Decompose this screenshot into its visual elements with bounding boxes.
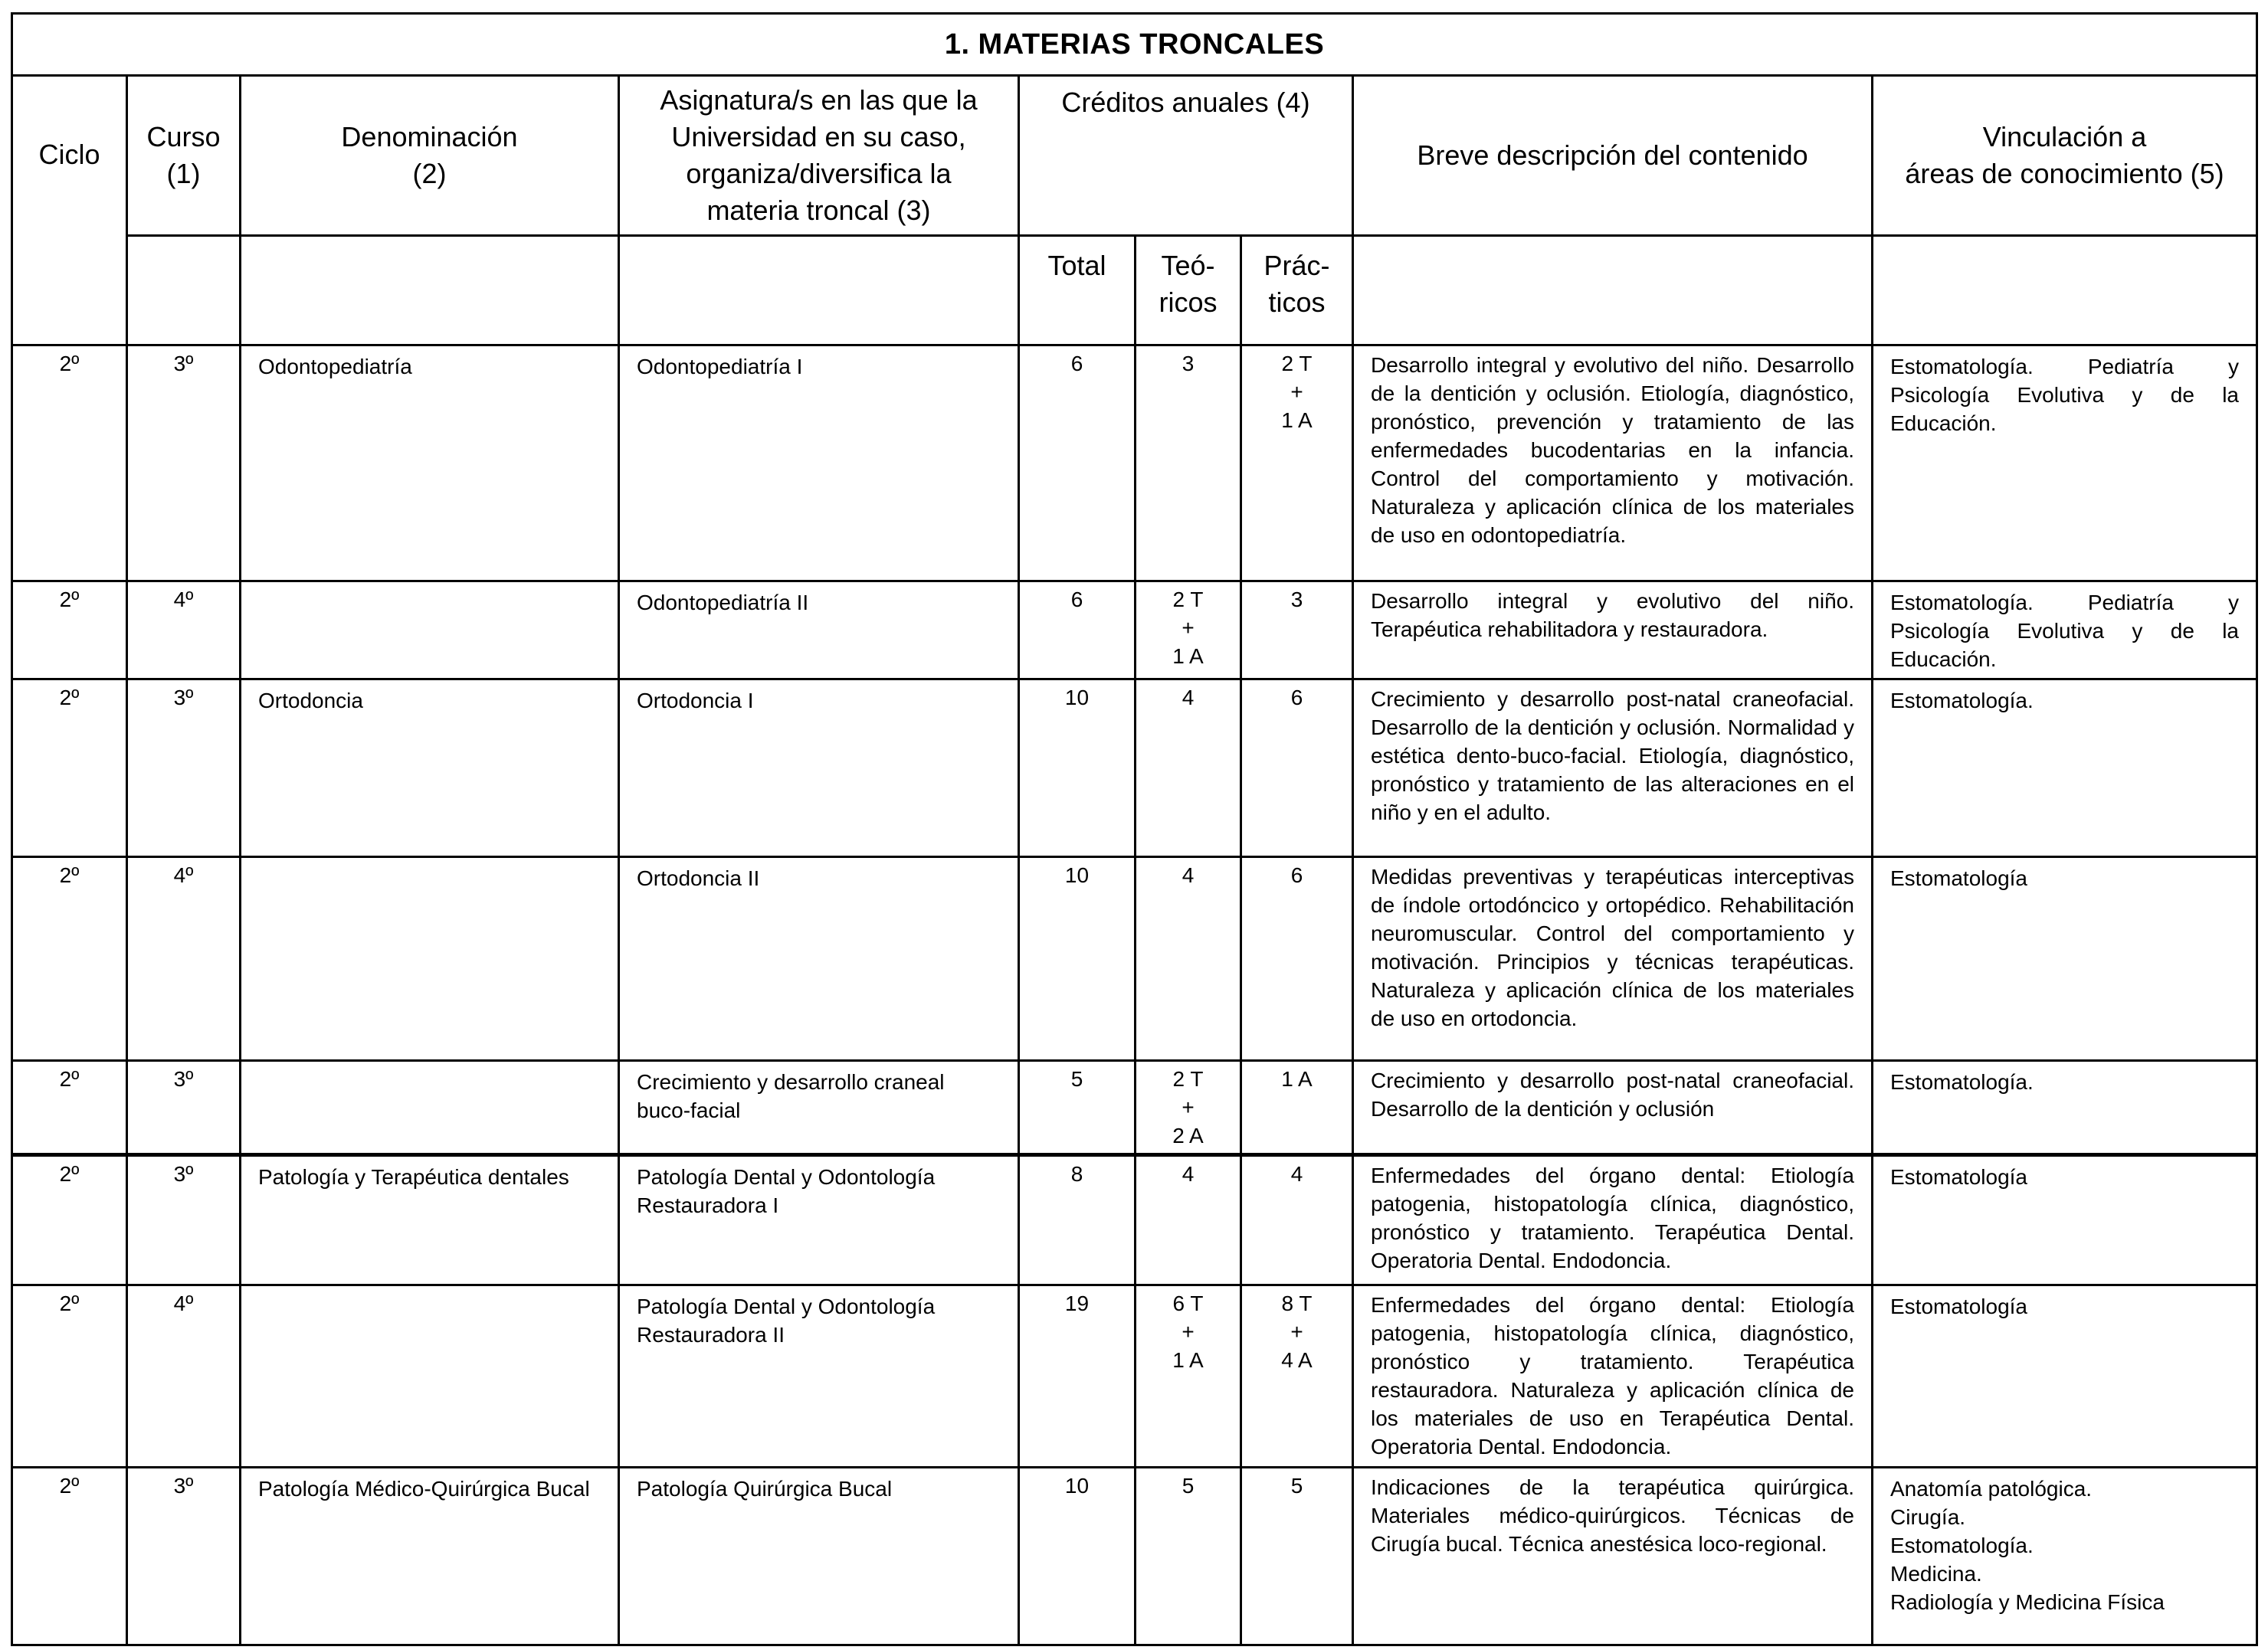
descripcion-cell: Desarrollo integral y evolutivo del niño. Terapéutica rehabilitadora y restauradora. [1353,581,1873,679]
practicos-cell-line: 4 [1290,1162,1303,1186]
practicos-cell-line: 6 [1290,686,1303,709]
total-cell: 5 [1019,1061,1136,1155]
practicos-cell [1241,857,1353,1061]
practicos-cell-line: 2 T [1281,352,1313,375]
header-curso: Curso (1) [127,76,241,236]
denominacion-cell: Patología Médico-Quirúrgica Bucal [241,1468,619,1645]
header-creditos: Créditos anuales (4) [1019,76,1353,236]
practicos-cell [1241,1155,1353,1285]
teoricos-cell-line: + [1182,616,1195,640]
teoricos-cell-line: + [1182,1095,1195,1119]
denominacion-cell [241,1285,619,1468]
teoricos-cell-line: 2 T [1172,588,1204,611]
materias-troncales-sheet [11,12,2256,1646]
teoricos-cell [1136,345,1241,581]
table-row [12,1155,2257,1285]
table-row [12,1285,2257,1468]
curso-cell: 3º [127,1155,241,1285]
practicos-cell-line: 5 [1290,1474,1303,1498]
practicos-cell-line: 8 T [1281,1292,1313,1315]
total-cell: 6 [1019,581,1136,679]
subheader-vinculacion-blank [1873,236,2257,345]
practicos-cell-line: + [1290,380,1303,404]
denominacion-cell: Patología y Terapéutica dentales [241,1155,619,1285]
teoricos-cell [1136,1061,1241,1155]
practicos-cell-line: 1 A [1281,1067,1313,1091]
table-body [12,345,2257,1645]
total-cell: 10 [1019,1468,1136,1645]
curso-cell: 3º [127,679,241,857]
vinculacion-cell-line: Estomatología [1890,1295,2027,1318]
asignatura-cell: Crecimiento y desarrollo craneal buco-facial [619,1061,1019,1155]
practicos-cell-line: 4 A [1281,1348,1313,1372]
curso-cell: 3º [127,1061,241,1155]
vinculacion-cell [1873,1285,2257,1468]
asignatura-cell: Ortodoncia II [619,857,1019,1061]
practicos-cell-line: 6 [1290,863,1303,887]
denominacion-cell: Odontopediatría [241,345,619,581]
vinculacion-cell [1873,345,2257,581]
vinculacion-cell-line: Estomatología. Pediatría y Psicología Evolutiva y de la Educación. [1890,591,2239,671]
vinculacion-cell [1873,679,2257,857]
descripcion-cell: Enfermedades del órgano dental: Etiología patogenia, histopatología clínica, diagnóstico, pronóstico y tratamiento. Terapéutica Dental. Operatoria Dental. Endodoncia. [1353,1155,1873,1285]
total-cell: 8 [1019,1155,1136,1285]
practicos-cell [1241,679,1353,857]
teoricos-cell [1136,1468,1241,1645]
practicos-cell [1241,1468,1353,1645]
teoricos-cell [1136,857,1241,1061]
table-title: 1. MATERIAS TRONCALES [12,14,2257,76]
subheader-descripcion-blank [1353,236,1873,345]
table-row [12,345,2257,581]
vinculacion-cell-line: Estomatología. [1890,1070,2034,1094]
vinculacion-cell [1873,1468,2257,1645]
descripcion-cell: Desarrollo integral y evolutivo del niño. Desarrollo de la dentición y oclusión. Etiología, diagnóstico, pronóstico, prevención y tratamiento de las enfermedades bucodentarias en la infancia. Control del comportamiento y motivación. Naturaleza y aplicación clínica de los materiales de uso en odontopediatría. [1353,345,1873,581]
vinculacion-cell [1873,1155,2257,1285]
subheader-curso-blank [127,236,241,345]
vinculacion-cell-line: Medicina. [1890,1562,1982,1586]
header-ciclo: Ciclo [12,76,127,345]
total-cell: 19 [1019,1285,1136,1468]
teoricos-cell [1136,1285,1241,1468]
header-denominacion: Denominación (2) [241,76,619,236]
vinculacion-cell-line: Estomatología. Pediatría y Psicología Evolutiva y de la Educación. [1890,355,2239,435]
practicos-cell [1241,345,1353,581]
ciclo-cell: 2º [12,1061,127,1155]
header-asignatura: Asignatura/s en las que la Universidad en su caso, organiza/diversifica la materia troncal (3) [619,76,1019,236]
ciclo-cell: 2º [12,1285,127,1468]
total-cell: 10 [1019,857,1136,1061]
vinculacion-cell-line: Anatomía patológica. [1890,1477,2093,1501]
header-total: Total [1019,236,1136,345]
denominacion-cell [241,581,619,679]
practicos-cell-line: 3 [1290,588,1303,611]
vinculacion-cell-line: Estomatología [1890,866,2027,890]
table-row [12,1468,2257,1645]
asignatura-cell: Patología Dental y Odontología Restauradora I [619,1155,1019,1285]
header-vinculacion: Vinculación a áreas de conocimiento (5) [1873,76,2257,236]
teoricos-cell-line: 1 A [1172,644,1204,668]
descripcion-cell: Crecimiento y desarrollo post-natal craneofacial. Desarrollo de la dentición y oclusión. Normalidad y estética dento-buco-facial. Etiología, diagnóstico, pronóstico y tratamiento de las alteraciones en el niño y en el adulto. [1353,679,1873,857]
teoricos-cell [1136,679,1241,857]
teoricos-cell-line: 4 [1182,1162,1195,1186]
subheader-denominacion-blank [241,236,619,345]
ciclo-cell: 2º [12,581,127,679]
asignatura-cell: Patología Quirúrgica Bucal [619,1468,1019,1645]
teoricos-cell-line: 4 [1182,686,1195,709]
curso-cell: 4º [127,857,241,1061]
table-row [12,857,2257,1061]
teoricos-cell [1136,1155,1241,1285]
teoricos-cell-line: 2 A [1172,1124,1204,1147]
teoricos-cell-line: + [1182,1320,1195,1344]
asignatura-cell: Ortodoncia I [619,679,1019,857]
practicos-cell-line: 1 A [1281,408,1313,432]
teoricos-cell-line: 4 [1182,863,1195,887]
materias-troncales-table [11,12,2258,1646]
vinculacion-cell-line: Cirugía. [1890,1505,1966,1529]
denominacion-cell: Ortodoncia [241,679,619,857]
curso-cell: 4º [127,581,241,679]
descripcion-cell: Enfermedades del órgano dental: Etiología patogenia, histopatología clínica, diagnóstico, pronóstico y tratamiento. Terapéutica restauradora. Naturaleza y aplicación clínica de los materiales de uso en Terapéutica Dental. Operatoria Dental. Endodoncia. [1353,1285,1873,1468]
teoricos-cell-line: 1 A [1172,1348,1204,1372]
descripcion-cell: Medidas preventivas y terapéuticas interceptivas de índole ortodóncico y ortopédico. Rehabilitación neuromuscular. Control del comportamiento y motivación. Principios y técnicas terapéuticas. Naturaleza y aplicación clínica de los materiales de uso en ortodoncia. [1353,857,1873,1061]
teoricos-cell-line: 5 [1182,1474,1195,1498]
practicos-cell [1241,1061,1353,1155]
vinculacion-cell-line: Estomatología [1890,1165,2027,1189]
table-row [12,581,2257,679]
descripcion-cell: Indicaciones de la terapéutica quirúrgica. Materiales médico-quirúrgicos. Técnicas de Cirugía bucal. Técnica anestésica loco-regional. [1353,1468,1873,1645]
total-cell: 6 [1019,345,1136,581]
table-row [12,1061,2257,1155]
vinculacion-cell-line: Estomatología. [1890,689,2034,712]
vinculacion-cell [1873,857,2257,1061]
ciclo-cell: 2º [12,345,127,581]
asignatura-cell: Patología Dental y Odontología Restauradora II [619,1285,1019,1468]
ciclo-cell: 2º [12,857,127,1061]
teoricos-cell-line: 6 T [1172,1292,1204,1315]
practicos-cell-line: + [1290,1320,1303,1344]
curso-cell: 3º [127,1468,241,1645]
vinculacion-cell-line: Estomatología. [1890,1534,2034,1557]
vinculacion-cell [1873,581,2257,679]
descripcion-cell: Crecimiento y desarrollo post-natal craneofacial. Desarrollo de la dentición y oclusión [1353,1061,1873,1155]
header-teoricos: Teó- ricos [1136,236,1241,345]
header-descripcion: Breve descripción del contenido [1353,76,1873,236]
denominacion-cell [241,857,619,1061]
table-row [12,679,2257,857]
curso-cell: 4º [127,1285,241,1468]
practicos-cell [1241,581,1353,679]
asignatura-cell: Odontopediatría II [619,581,1019,679]
total-cell: 10 [1019,679,1136,857]
ciclo-cell: 2º [12,679,127,857]
header-practicos: Prác- ticos [1241,236,1353,345]
ciclo-cell: 2º [12,1468,127,1645]
teoricos-cell-line: 3 [1182,352,1195,375]
teoricos-cell-line: 2 T [1172,1067,1204,1091]
asignatura-cell: Odontopediatría I [619,345,1019,581]
vinculacion-cell [1873,1061,2257,1155]
practicos-cell [1241,1285,1353,1468]
vinculacion-cell-line: Radiología y Medicina Física [1890,1590,2165,1614]
teoricos-cell [1136,581,1241,679]
ciclo-cell: 2º [12,1155,127,1285]
denominacion-cell [241,1061,619,1155]
curso-cell: 3º [127,345,241,581]
subheader-asignatura-blank [619,236,1019,345]
